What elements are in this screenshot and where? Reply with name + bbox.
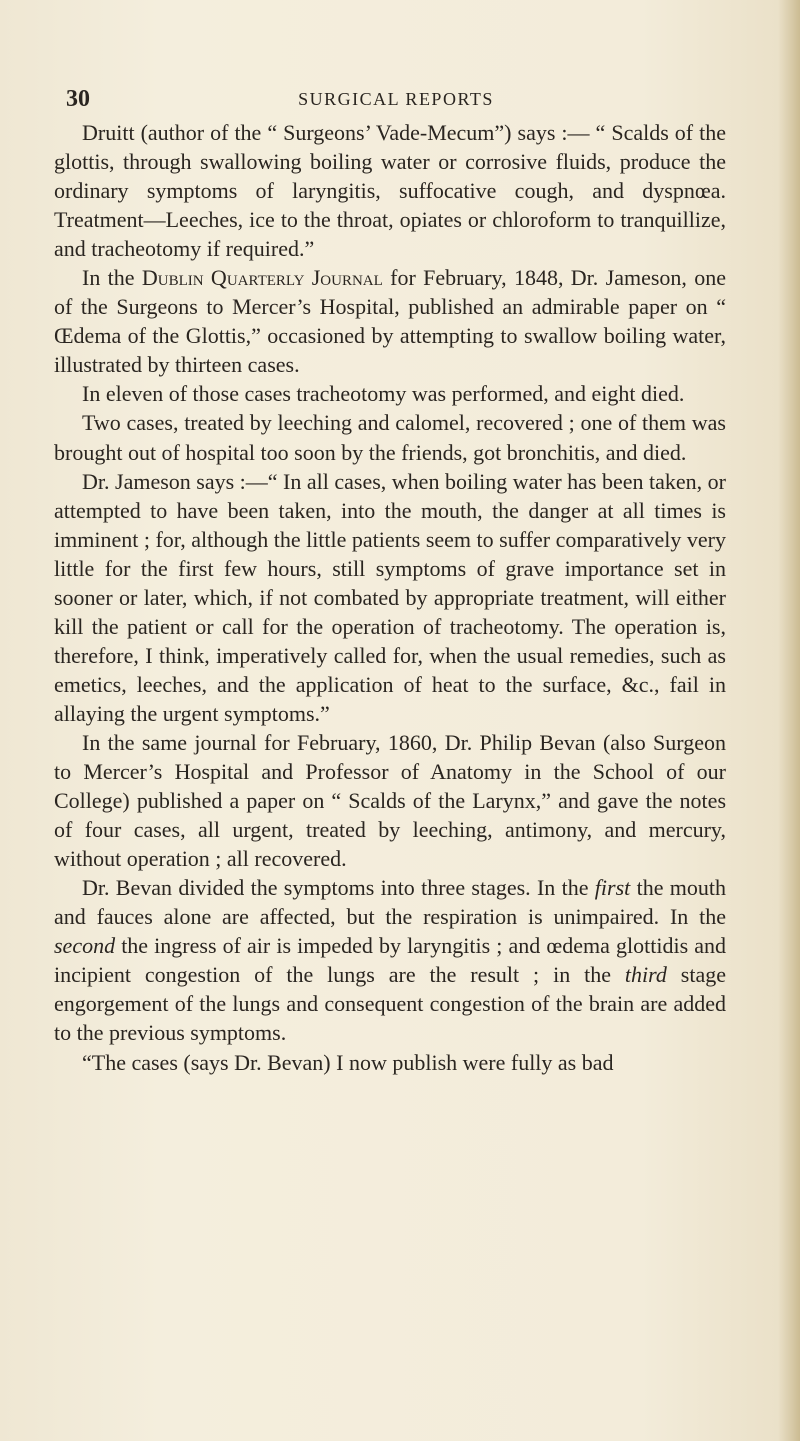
text-span: for February, 1848, Dr. Jameson, one of the Surgeons to Mercer’s Hospital, published an admirable paper on “ Œdema of the Glottis,” occasioned by attempting to swallow boiling water, illustrated by thirteen cases. xyxy=(54,265,726,378)
body-text xyxy=(54,118,726,1077)
paragraph-druitt-quote: Druitt (author of the “ Surgeons’ Vade-Mecum”) says :— “ Scalds of the glottis, through swallowing boiling water or corrosive fluids, produce the ordinary symptoms of laryngitis, suffocative cough, and dyspnœa. Treatment—Leeches, ice to the throat, opiates or chloroform to tranquillize, and tracheotomy if required.” xyxy=(54,120,726,262)
paragraph-leeching-cases: Two cases, treated by leeching and calomel, recovered ; one of them was brought out of hospital too soon by the friends, got bronchitis, and died. xyxy=(54,410,726,465)
emphasis-second: second xyxy=(54,933,116,959)
paragraph-dublin-journal xyxy=(54,263,726,379)
text-span: Dr. Bevan divided the symptoms into three stages. In the xyxy=(82,875,595,901)
text-span: stage engorgement of the lungs and consequent congestion of the brain are added to the previous symptoms. xyxy=(54,962,727,1046)
text-span: the mouth and fauces alone are affected, but the respiration is unimpaired. In the xyxy=(54,875,726,930)
paragraph-bevan-cases: “The cases (says Dr. Bevan) I now publish were fully as bad xyxy=(82,1049,614,1075)
page-header xyxy=(66,86,726,116)
text-span: In the xyxy=(82,265,142,291)
emphasis-first: first xyxy=(594,875,631,901)
paragraph-tracheotomy-cases: In eleven of those cases tracheotomy was performed, and eight died. xyxy=(82,381,685,407)
emphasis-third: third xyxy=(624,962,667,988)
journal-title: Dublin Quarterly Journal xyxy=(141,265,383,291)
page-edge-shadow xyxy=(778,0,800,1441)
paragraph-jameson-quote: Dr. Jameson says :—“ In all cases, when boiling water has been taken, or attempted to have been taken, into the mouth, the danger at all times is imminent ; for, although the little patients seem to suffer comparatively very little for the first few hours, still symptoms of grave importance set in sooner or later, which, if not combated by appropriate treatment, will either kill the patient or call for the operation of tracheotomy. The operation is, therefore, I think, imperatively called for, when the usual remedies, such as emetics, leeches, and the application of heat to the surface, &c., fail in allaying the urgent symptoms.” xyxy=(54,468,726,726)
page-number: 30 xyxy=(66,86,90,112)
paragraph-three-stages xyxy=(54,873,726,1047)
text-span: the ingress of air is impeded by laryngitis ; and œdema glottidis and incipient congestion of the lungs are the result ; in the xyxy=(54,933,726,988)
paragraph-bevan-paper: In the same journal for February, 1860, Dr. Philip Bevan (also Surgeon to Mercer’s Hospital and Professor of Anatomy in the School of our College) published a paper on “ Scalds of the Larynx,” and gave the notes of four cases, all urgent, treated by leeching, antimony, and mercury, without operation ; all recovered. xyxy=(54,729,726,872)
running-title: SURGICAL REPORTS xyxy=(298,89,494,109)
